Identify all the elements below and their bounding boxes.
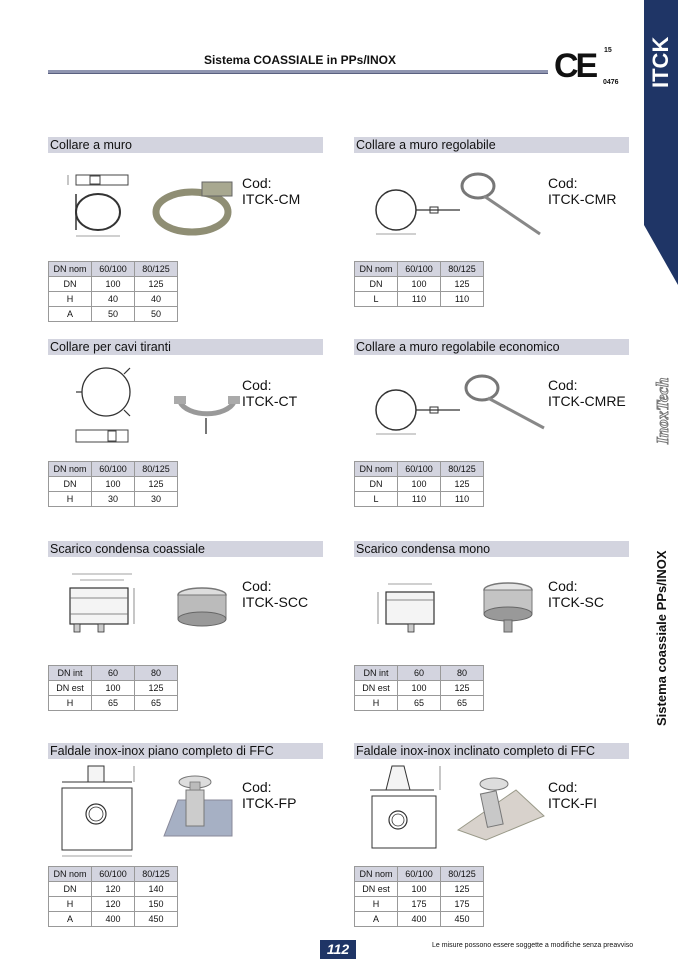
table-cell: 50 <box>135 307 178 322</box>
table-header: 80/125 <box>135 462 178 477</box>
table-cell: L <box>355 292 398 307</box>
table-cell: 40 <box>92 292 135 307</box>
table-header: DN nom <box>49 867 92 882</box>
table-header-row <box>355 262 484 277</box>
table-cell: H <box>355 897 398 912</box>
table-header: 80 <box>441 666 484 681</box>
table-header: DN nom <box>355 262 398 277</box>
table-header-row <box>49 462 178 477</box>
table-cell: 110 <box>441 492 484 507</box>
table-cell: DN <box>49 277 92 292</box>
table-header: 80/125 <box>441 462 484 477</box>
table-header: 80/125 <box>441 867 484 882</box>
table-cell: 125 <box>441 277 484 292</box>
table-row <box>355 897 484 912</box>
table-cell: 125 <box>135 477 178 492</box>
photo-scarico-condensa-coassiale <box>174 585 234 635</box>
photo-collare-regolabile-economico <box>460 372 550 442</box>
table-cell: 125 <box>135 277 178 292</box>
table-header: 60 <box>398 666 441 681</box>
product-code: ITCK-FI <box>548 795 597 811</box>
photo-collare-a-muro <box>152 180 238 240</box>
table-header: 80/125 <box>135 867 178 882</box>
table-row <box>49 277 178 292</box>
cod-label: Cod: <box>242 175 272 191</box>
section-title-scarico-condensa-coassiale: Scarico condensa coassiale <box>48 541 323 557</box>
table-row <box>355 912 484 927</box>
table-header: DN nom <box>355 462 398 477</box>
table-cell: 175 <box>441 897 484 912</box>
table-cell: 125 <box>441 477 484 492</box>
table-cell: 175 <box>398 897 441 912</box>
table-header: 80/125 <box>135 262 178 277</box>
ce-superscript: 15 <box>604 47 612 54</box>
table-header: DN int <box>355 666 398 681</box>
table-header-row <box>355 666 484 681</box>
table-row <box>355 492 484 507</box>
product-code: ITCK-CM <box>242 191 301 207</box>
sidebar-brand-text: ITCK <box>648 36 673 88</box>
table-header: 60/100 <box>398 262 441 277</box>
table-cell: 110 <box>441 292 484 307</box>
table-cell: H <box>49 696 92 711</box>
drawing-collare-cavi-tiranti <box>64 366 144 456</box>
cod-label: Cod: <box>242 578 272 594</box>
inoxtech-logo-text: InoxTech <box>653 377 672 444</box>
table-row <box>355 681 484 696</box>
table-cell: A <box>49 307 92 322</box>
drawing-collare-regolabile <box>370 182 470 242</box>
table-cell: 125 <box>135 681 178 696</box>
table-cell: DN <box>49 477 92 492</box>
table-cell: 120 <box>92 897 135 912</box>
cod-label: Cod: <box>548 377 578 393</box>
table-cell: DN est <box>355 681 398 696</box>
table-row <box>49 292 178 307</box>
cod-label: Cod: <box>242 779 272 795</box>
table-header: 60/100 <box>398 462 441 477</box>
table-cell: DN est <box>355 882 398 897</box>
table-cell: H <box>49 897 92 912</box>
table-cell: 110 <box>398 292 441 307</box>
spec-table-faldale-inclinato <box>354 866 484 927</box>
table-cell: H <box>49 292 92 307</box>
section-title-faldale-piano: Faldale inox-inox piano completo di FFC <box>48 743 323 759</box>
drawing-collare-regolabile-economico <box>370 384 470 444</box>
drawing-scarico-condensa-mono <box>370 578 450 648</box>
spec-table-faldale-piano <box>48 866 178 927</box>
ce-number: 0476 <box>603 79 619 86</box>
ce-mark: CE <box>554 47 596 85</box>
table-row <box>49 897 178 912</box>
table-cell: 100 <box>398 681 441 696</box>
spec-table-scarico-condensa-mono <box>354 665 484 711</box>
table-cell: 30 <box>135 492 178 507</box>
table-row <box>49 681 178 696</box>
table-header: 60/100 <box>92 867 135 882</box>
side-caption <box>644 530 678 760</box>
footer-note: Le misure possono essere soggette a modifiche senza preavviso <box>432 942 634 949</box>
table-cell: 140 <box>135 882 178 897</box>
product-code: ITCK-CMR <box>548 191 617 207</box>
header-rule <box>48 70 548 74</box>
table-cell: 450 <box>135 912 178 927</box>
table-cell: 150 <box>135 897 178 912</box>
table-cell: A <box>49 912 92 927</box>
drawing-scarico-condensa-coassiale <box>64 570 144 650</box>
table-cell: 30 <box>92 492 135 507</box>
table-cell: 65 <box>135 696 178 711</box>
table-cell: 100 <box>398 277 441 292</box>
product-code: ITCK-CT <box>242 393 298 409</box>
section-title-collare-regolabile-economico: Collare a muro regolabile economico <box>354 339 629 355</box>
inoxtech-logo <box>644 360 678 450</box>
table-header-row <box>49 262 178 277</box>
table-header-row <box>355 462 484 477</box>
cod-label: Cod: <box>548 779 578 795</box>
table-cell: 100 <box>398 477 441 492</box>
table-cell: A <box>355 912 398 927</box>
section-title-collare-a-muro: Collare a muro <box>48 137 323 153</box>
drawing-faldale-piano <box>52 762 142 862</box>
table-cell: 40 <box>135 292 178 307</box>
table-row <box>49 912 178 927</box>
table-header-row <box>49 666 178 681</box>
table-cell: 100 <box>92 277 135 292</box>
table-cell: 65 <box>441 696 484 711</box>
table-cell: L <box>355 492 398 507</box>
table-header: DN nom <box>355 867 398 882</box>
table-header: DN nom <box>49 262 92 277</box>
table-row <box>355 477 484 492</box>
table-row <box>49 696 178 711</box>
spec-table-collare-cavi-tiranti <box>48 461 178 507</box>
table-cell: DN <box>355 277 398 292</box>
section-title-collare-a-muro-regolabile: Collare a muro regolabile <box>354 137 629 153</box>
product-code: ITCK-CMRE <box>548 393 626 409</box>
cod-label: Cod: <box>548 578 578 594</box>
table-row <box>49 307 178 322</box>
table-row <box>49 882 178 897</box>
product-code: ITCK-FP <box>242 795 297 811</box>
table-cell: DN <box>49 882 92 897</box>
table-header: 60/100 <box>92 262 135 277</box>
table-cell: 125 <box>441 882 484 897</box>
table-cell: H <box>355 696 398 711</box>
page-title: Sistema COASSIALE in PPs/INOX <box>203 53 397 67</box>
section-title-faldale-inclinato: Faldale inox-inox inclinato completo di FFC <box>354 743 629 759</box>
table-cell: DN <box>355 477 398 492</box>
section-title-scarico-condensa-mono: Scarico condensa mono <box>354 541 629 557</box>
table-header: DN int <box>49 666 92 681</box>
table-cell: 450 <box>441 912 484 927</box>
table-cell: 400 <box>398 912 441 927</box>
table-header: 80 <box>135 666 178 681</box>
sidebar-brand <box>644 18 678 88</box>
table-row <box>49 492 178 507</box>
section-title-collare-cavi-tiranti: Collare per cavi tiranti <box>48 339 323 355</box>
cod-label: Cod: <box>548 175 578 191</box>
table-header: DN nom <box>49 462 92 477</box>
drawing-faldale-inclinato <box>364 762 454 862</box>
table-header: 80/125 <box>441 262 484 277</box>
product-code: ITCK-SCC <box>242 594 309 610</box>
table-row <box>355 277 484 292</box>
table-row <box>355 882 484 897</box>
photo-collare-cavi-tiranti <box>172 380 242 440</box>
table-header: 60/100 <box>398 867 441 882</box>
table-header-row <box>355 867 484 882</box>
photo-collare-regolabile <box>456 170 546 240</box>
table-header: 60 <box>92 666 135 681</box>
table-row <box>355 292 484 307</box>
table-cell: 100 <box>92 477 135 492</box>
photo-faldale-inclinato <box>456 770 546 840</box>
drawing-collare-a-muro <box>64 170 134 250</box>
cod-label: Cod: <box>242 377 272 393</box>
table-cell: 110 <box>398 492 441 507</box>
table-header-row <box>49 867 178 882</box>
table-row <box>49 477 178 492</box>
table-cell: H <box>49 492 92 507</box>
table-row <box>355 696 484 711</box>
spec-table-collare-a-muro <box>48 261 178 322</box>
table-cell: 125 <box>441 681 484 696</box>
page-number: 112 <box>320 940 356 959</box>
table-cell: 100 <box>92 681 135 696</box>
product-code: ITCK-SC <box>548 594 604 610</box>
table-cell: 50 <box>92 307 135 322</box>
table-cell: 100 <box>398 882 441 897</box>
spec-table-scarico-condensa-coassiale <box>48 665 178 711</box>
spec-table-collare-regolabile-economico <box>354 461 484 507</box>
table-cell: 65 <box>398 696 441 711</box>
table-cell: 120 <box>92 882 135 897</box>
table-cell: 65 <box>92 696 135 711</box>
photo-faldale-piano <box>158 770 238 840</box>
table-cell: 400 <box>92 912 135 927</box>
photo-scarico-condensa-mono <box>480 580 540 640</box>
table-cell: DN est <box>49 681 92 696</box>
spec-table-collare-regolabile <box>354 261 484 307</box>
side-caption-text: Sistema coassiale PPs/INOX <box>654 550 669 726</box>
table-header: 60/100 <box>92 462 135 477</box>
